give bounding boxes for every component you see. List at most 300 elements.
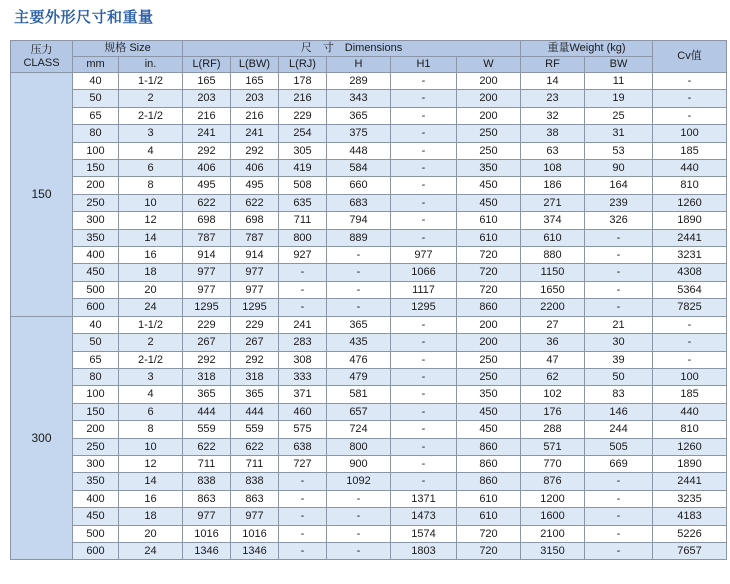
- table-cell: 610: [457, 508, 521, 525]
- table-cell: -: [279, 281, 327, 298]
- table-row: [11, 194, 727, 211]
- table-cell: 7825: [653, 299, 727, 316]
- table-cell: 254: [279, 125, 327, 142]
- table-cell: 62: [521, 368, 585, 385]
- table-row: [11, 247, 727, 264]
- table-cell: 440: [653, 403, 727, 420]
- table-cell: -: [391, 177, 457, 194]
- cv-header: Cv值: [653, 41, 727, 73]
- table-cell: 1066: [391, 264, 457, 281]
- table-cell: 977: [391, 247, 457, 264]
- table-cell: 1890: [653, 455, 727, 472]
- table-cell: 559: [231, 421, 279, 438]
- table-cell: 40: [73, 73, 119, 90]
- table-cell: 720: [457, 264, 521, 281]
- table-cell: 838: [231, 473, 279, 490]
- table-cell: 216: [183, 107, 231, 124]
- table-cell: 375: [327, 125, 391, 142]
- table-cell: 495: [183, 177, 231, 194]
- table-cell: 444: [231, 403, 279, 420]
- table-cell: 1016: [183, 525, 231, 542]
- table-cell: -: [391, 421, 457, 438]
- table-cell: 100: [653, 125, 727, 142]
- table-cell: 300: [73, 212, 119, 229]
- table-cell: 977: [183, 264, 231, 281]
- table-cell: 16: [119, 490, 183, 507]
- table-cell: 505: [585, 438, 653, 455]
- table-cell: 90: [585, 160, 653, 177]
- table-cell: 164: [585, 177, 653, 194]
- table-cell: 622: [231, 438, 279, 455]
- table-cell: 165: [183, 73, 231, 90]
- table-cell: 7657: [653, 542, 727, 559]
- table-cell: 2441: [653, 229, 727, 246]
- table-cell: 450: [73, 264, 119, 281]
- column-header: H1: [391, 57, 457, 73]
- table-cell: 638: [279, 438, 327, 455]
- table-cell: 305: [279, 142, 327, 159]
- table-cell: 860: [457, 438, 521, 455]
- table-cell: 1600: [521, 508, 585, 525]
- table-cell: 787: [183, 229, 231, 246]
- table-cell: 12: [119, 455, 183, 472]
- table-row: [11, 107, 727, 124]
- table-cell: 241: [183, 125, 231, 142]
- table-cell: 200: [457, 107, 521, 124]
- table-cell: 292: [183, 142, 231, 159]
- table-cell: 80: [73, 368, 119, 385]
- table-row: [11, 403, 727, 420]
- table-row: [11, 299, 727, 316]
- table-cell: 711: [231, 455, 279, 472]
- table-row: [11, 386, 727, 403]
- table-cell: 100: [73, 142, 119, 159]
- table-row: [11, 351, 727, 368]
- table-cell: 292: [183, 351, 231, 368]
- table-cell: 150: [73, 403, 119, 420]
- table-row: [11, 473, 727, 490]
- table-cell: 24: [119, 299, 183, 316]
- table-cell: 977: [183, 281, 231, 298]
- table-cell: 419: [279, 160, 327, 177]
- table-row: [11, 438, 727, 455]
- table-cell: 292: [231, 351, 279, 368]
- table-cell: 40: [73, 316, 119, 333]
- table-cell: 292: [231, 142, 279, 159]
- table-cell: 720: [457, 542, 521, 559]
- table-cell: 200: [457, 73, 521, 90]
- table-cell: 914: [231, 247, 279, 264]
- table-cell: 860: [457, 473, 521, 490]
- table-cell: 250: [457, 368, 521, 385]
- table-cell: 50: [585, 368, 653, 385]
- table-cell: 2-1/2: [119, 351, 183, 368]
- table-cell: 100: [653, 368, 727, 385]
- table-cell: 350: [457, 160, 521, 177]
- pressure-class-cell: 300: [11, 316, 73, 560]
- table-body: [11, 73, 727, 560]
- table-cell: 810: [653, 421, 727, 438]
- table-cell: 1371: [391, 490, 457, 507]
- table-cell: 860: [457, 455, 521, 472]
- table-cell: -: [585, 299, 653, 316]
- class-header-cn: 压力: [30, 43, 53, 56]
- table-cell: -: [653, 73, 727, 90]
- table-cell: -: [327, 281, 391, 298]
- table-cell: 4183: [653, 508, 727, 525]
- table-cell: 53: [585, 142, 653, 159]
- table-cell: 1346: [183, 542, 231, 559]
- table-cell: 2: [119, 334, 183, 351]
- table-cell: -: [391, 316, 457, 333]
- table-cell: -: [279, 264, 327, 281]
- table-cell: 267: [231, 334, 279, 351]
- table-cell: 800: [279, 229, 327, 246]
- table-cell: -: [653, 351, 727, 368]
- table-cell: 435: [327, 334, 391, 351]
- table-cell: 476: [327, 351, 391, 368]
- column-header: H: [327, 57, 391, 73]
- table-row: [11, 281, 727, 298]
- table-cell: -: [327, 490, 391, 507]
- table-cell: 23: [521, 90, 585, 107]
- table-row: [11, 455, 727, 472]
- table-cell: 3: [119, 368, 183, 385]
- table-cell: 6: [119, 403, 183, 420]
- table-cell: 146: [585, 403, 653, 420]
- table-cell: 1295: [183, 299, 231, 316]
- table-cell: 635: [279, 194, 327, 211]
- table-cell: 176: [521, 403, 585, 420]
- table-row: [11, 160, 727, 177]
- table-cell: 622: [183, 194, 231, 211]
- table-cell: 365: [231, 386, 279, 403]
- table-cell: 1473: [391, 508, 457, 525]
- table-cell: -: [585, 525, 653, 542]
- table-cell: -: [279, 490, 327, 507]
- table-row: [11, 90, 727, 107]
- table-cell: 5226: [653, 525, 727, 542]
- table-cell: 914: [183, 247, 231, 264]
- table-cell: -: [653, 334, 727, 351]
- table-cell: 3235: [653, 490, 727, 507]
- weight-header: 重量Weight (kg): [521, 41, 653, 57]
- table-cell: 10: [119, 194, 183, 211]
- table-cell: 711: [279, 212, 327, 229]
- table-cell: 406: [231, 160, 279, 177]
- table-cell: 200: [73, 421, 119, 438]
- table-cell: -: [391, 160, 457, 177]
- table-cell: 200: [73, 177, 119, 194]
- table-cell: 288: [521, 421, 585, 438]
- table-cell: 622: [231, 194, 279, 211]
- class-header: [11, 41, 73, 73]
- table-cell: 16: [119, 247, 183, 264]
- table-cell: 241: [279, 316, 327, 333]
- table-cell: 863: [183, 490, 231, 507]
- table-cell: 977: [183, 508, 231, 525]
- column-header: W: [457, 57, 521, 73]
- table-cell: -: [327, 542, 391, 559]
- table-cell: 185: [653, 386, 727, 403]
- table-row: [11, 142, 727, 159]
- table-cell: 365: [327, 316, 391, 333]
- table-cell: 2-1/2: [119, 107, 183, 124]
- table-cell: 36: [521, 334, 585, 351]
- table-row: [11, 508, 727, 525]
- table-row: [11, 73, 727, 90]
- table-cell: -: [391, 351, 457, 368]
- table-row: [11, 525, 727, 542]
- table-cell: 1117: [391, 281, 457, 298]
- table-cell: 365: [327, 107, 391, 124]
- table-cell: -: [391, 368, 457, 385]
- table-cell: 20: [119, 525, 183, 542]
- table-cell: 65: [73, 351, 119, 368]
- table-cell: 308: [279, 351, 327, 368]
- table-cell: 724: [327, 421, 391, 438]
- table-cell: 900: [327, 455, 391, 472]
- table-cell: -: [327, 299, 391, 316]
- table-cell: 100: [73, 386, 119, 403]
- table-cell: -: [279, 542, 327, 559]
- table-cell: 863: [231, 490, 279, 507]
- table-cell: -: [585, 229, 653, 246]
- table-cell: 860: [457, 299, 521, 316]
- table-cell: -: [391, 73, 457, 90]
- table-cell: 460: [279, 403, 327, 420]
- table-cell: 14: [521, 73, 585, 90]
- column-header: L(RF): [183, 57, 231, 73]
- table-cell: 300: [73, 455, 119, 472]
- table-cell: 350: [73, 473, 119, 490]
- table-cell: 495: [231, 177, 279, 194]
- table-cell: -: [279, 473, 327, 490]
- table-cell: 50: [73, 90, 119, 107]
- table-cell: 250: [457, 351, 521, 368]
- table-cell: 250: [457, 142, 521, 159]
- table-cell: 720: [457, 247, 521, 264]
- table-cell: -: [585, 247, 653, 264]
- table-cell: 326: [585, 212, 653, 229]
- table-cell: -: [653, 316, 727, 333]
- table-cell: 450: [457, 194, 521, 211]
- table-cell: 1890: [653, 212, 727, 229]
- table-cell: 1803: [391, 542, 457, 559]
- table-row: [11, 421, 727, 438]
- table-cell: 250: [73, 438, 119, 455]
- table-cell: 610: [457, 490, 521, 507]
- table-cell: 102: [521, 386, 585, 403]
- pressure-class-cell: 150: [11, 73, 73, 317]
- table-cell: 244: [585, 421, 653, 438]
- table-header: [11, 41, 727, 73]
- size-header: 规格 Size: [73, 41, 183, 57]
- table-cell: 6: [119, 160, 183, 177]
- table-cell: 1295: [391, 299, 457, 316]
- table-cell: 3150: [521, 542, 585, 559]
- table-cell: 11: [585, 73, 653, 90]
- table-cell: 371: [279, 386, 327, 403]
- column-header: BW: [585, 57, 653, 73]
- table-cell: 2441: [653, 473, 727, 490]
- table-cell: -: [391, 107, 457, 124]
- table-cell: 610: [521, 229, 585, 246]
- table-cell: -: [391, 212, 457, 229]
- table-cell: -: [653, 90, 727, 107]
- table-cell: 610: [457, 229, 521, 246]
- table-cell: 14: [119, 473, 183, 490]
- table-row: [11, 212, 727, 229]
- table-cell: 2100: [521, 525, 585, 542]
- table-cell: 880: [521, 247, 585, 264]
- table-cell: 406: [183, 160, 231, 177]
- table-cell: 283: [279, 334, 327, 351]
- dimensions-table: [10, 40, 727, 560]
- table-cell: 1092: [327, 473, 391, 490]
- table-cell: 1016: [231, 525, 279, 542]
- table-row: [11, 316, 727, 333]
- dimensions-table-container: [10, 40, 726, 560]
- table-cell: 38: [521, 125, 585, 142]
- table-cell: -: [391, 142, 457, 159]
- table-cell: 216: [279, 90, 327, 107]
- table-cell: 669: [585, 455, 653, 472]
- table-cell: 508: [279, 177, 327, 194]
- column-header: RF: [521, 57, 585, 73]
- table-cell: 178: [279, 73, 327, 90]
- table-cell: 108: [521, 160, 585, 177]
- table-cell: 21: [585, 316, 653, 333]
- column-header: L(BW): [231, 57, 279, 73]
- table-cell: -: [327, 247, 391, 264]
- table-cell: 250: [73, 194, 119, 211]
- class-header-en: CLASS: [23, 56, 60, 69]
- table-cell: 200: [457, 334, 521, 351]
- table-cell: 559: [183, 421, 231, 438]
- table-cell: 575: [279, 421, 327, 438]
- table-cell: 720: [457, 281, 521, 298]
- table-cell: 186: [521, 177, 585, 194]
- table-cell: 19: [585, 90, 653, 107]
- table-cell: 200: [457, 316, 521, 333]
- table-cell: 150: [73, 160, 119, 177]
- table-cell: 241: [231, 125, 279, 142]
- table-cell: 65: [73, 107, 119, 124]
- table-cell: 450: [73, 508, 119, 525]
- table-cell: 32: [521, 107, 585, 124]
- table-cell: 365: [183, 386, 231, 403]
- table-row: [11, 177, 727, 194]
- table-cell: 267: [183, 334, 231, 351]
- table-cell: 185: [653, 142, 727, 159]
- table-cell: -: [279, 299, 327, 316]
- table-cell: 927: [279, 247, 327, 264]
- table-cell: 440: [653, 160, 727, 177]
- table-cell: 229: [279, 107, 327, 124]
- table-row: [11, 125, 727, 142]
- column-header: in.: [119, 57, 183, 73]
- table-cell: 1346: [231, 542, 279, 559]
- table-cell: 27: [521, 316, 585, 333]
- table-cell: -: [327, 525, 391, 542]
- table-cell: 600: [73, 299, 119, 316]
- table-cell: -: [279, 508, 327, 525]
- table-cell: 3231: [653, 247, 727, 264]
- table-cell: -: [585, 281, 653, 298]
- table-cell: 720: [457, 525, 521, 542]
- table-cell: 770: [521, 455, 585, 472]
- table-cell: 698: [183, 212, 231, 229]
- table-cell: 683: [327, 194, 391, 211]
- table-cell: 800: [327, 438, 391, 455]
- table-cell: 318: [183, 368, 231, 385]
- table-row: [11, 229, 727, 246]
- table-cell: 200: [457, 90, 521, 107]
- table-cell: 10: [119, 438, 183, 455]
- table-cell: 622: [183, 438, 231, 455]
- table-cell: 47: [521, 351, 585, 368]
- table-cell: -: [391, 334, 457, 351]
- table-cell: 450: [457, 177, 521, 194]
- table-cell: 1260: [653, 438, 727, 455]
- table-cell: 24: [119, 542, 183, 559]
- table-cell: 584: [327, 160, 391, 177]
- table-cell: 8: [119, 177, 183, 194]
- table-cell: -: [391, 125, 457, 142]
- table-cell: -: [585, 508, 653, 525]
- table-row: [11, 334, 727, 351]
- table-cell: 216: [231, 107, 279, 124]
- table-cell: 14: [119, 229, 183, 246]
- table-cell: 239: [585, 194, 653, 211]
- table-cell: 794: [327, 212, 391, 229]
- table-cell: 4308: [653, 264, 727, 281]
- column-header: L(RJ): [279, 57, 327, 73]
- table-cell: 450: [457, 421, 521, 438]
- table-cell: 318: [231, 368, 279, 385]
- table-cell: 479: [327, 368, 391, 385]
- table-row: [11, 490, 727, 507]
- table-cell: 450: [457, 403, 521, 420]
- table-cell: 18: [119, 264, 183, 281]
- table-cell: 80: [73, 125, 119, 142]
- table-cell: 63: [521, 142, 585, 159]
- table-cell: 400: [73, 247, 119, 264]
- table-cell: 20: [119, 281, 183, 298]
- table-cell: 5364: [653, 281, 727, 298]
- dimensions-header: 尺 寸 Dimensions: [183, 41, 521, 57]
- table-cell: 448: [327, 142, 391, 159]
- table-cell: 343: [327, 90, 391, 107]
- table-cell: 289: [327, 73, 391, 90]
- table-cell: -: [585, 264, 653, 281]
- table-cell: 165: [231, 73, 279, 90]
- table-cell: 1574: [391, 525, 457, 542]
- table-cell: 374: [521, 212, 585, 229]
- table-cell: -: [391, 438, 457, 455]
- table-cell: 876: [521, 473, 585, 490]
- table-cell: 571: [521, 438, 585, 455]
- table-cell: -: [391, 386, 457, 403]
- table-cell: 1295: [231, 299, 279, 316]
- table-cell: 50: [73, 334, 119, 351]
- table-cell: 444: [183, 403, 231, 420]
- table-cell: 18: [119, 508, 183, 525]
- table-cell: 271: [521, 194, 585, 211]
- table-cell: 1150: [521, 264, 585, 281]
- table-cell: 500: [73, 525, 119, 542]
